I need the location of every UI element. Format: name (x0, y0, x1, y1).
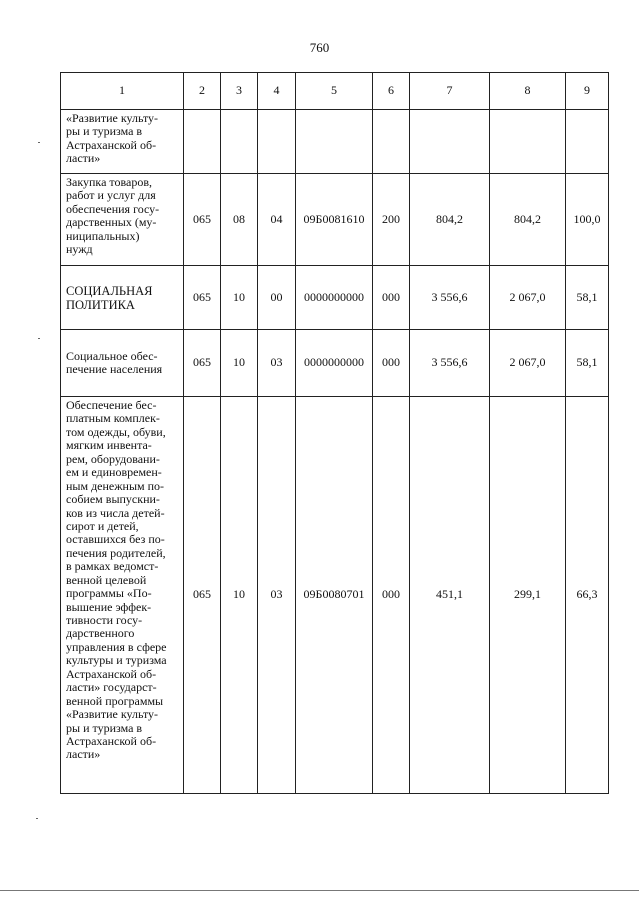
cell-plan: 804,2 (410, 174, 490, 266)
cell-actual: 2 067,0 (490, 330, 566, 397)
cell-plan (410, 110, 490, 174)
scan-speck (38, 338, 40, 339)
cell-section: 10 (221, 397, 258, 794)
header-cell: 1 (61, 73, 184, 110)
header-cell: 5 (296, 73, 373, 110)
cell-subsection (258, 110, 296, 174)
scan-edge-line (0, 890, 639, 891)
header-cell: 7 (410, 73, 490, 110)
cell-subsection: 00 (258, 266, 296, 330)
budget-table (60, 72, 609, 794)
cell-section (221, 110, 258, 174)
cell-code: 065 (184, 330, 221, 397)
table-row (61, 174, 609, 266)
cell-plan: 3 556,6 (410, 266, 490, 330)
header-cell: 4 (258, 73, 296, 110)
cell-code: 065 (184, 266, 221, 330)
cell-type: 200 (373, 174, 410, 266)
cell-code: 065 (184, 397, 221, 794)
cell-subsection: 03 (258, 330, 296, 397)
cell-percent: 58,1 (566, 266, 609, 330)
cell-actual (490, 110, 566, 174)
cell-actual: 299,1 (490, 397, 566, 794)
cell-target (296, 110, 373, 174)
cell-type (373, 110, 410, 174)
cell-code: 065 (184, 174, 221, 266)
table-row (61, 330, 609, 397)
cell-subsection: 03 (258, 397, 296, 794)
row-name: СОЦИАЛЬНАЯ ПОЛИТИКА (61, 266, 184, 330)
cell-target: 0000000000 (296, 330, 373, 397)
cell-section: 10 (221, 266, 258, 330)
row-name: «Развитие культу- ры и туризма в Астраханской об- ласти» (61, 110, 184, 174)
cell-percent: 66,3 (566, 397, 609, 794)
scan-speck (38, 142, 40, 143)
cell-target: 09Б0081610 (296, 174, 373, 266)
header-cell: 8 (490, 73, 566, 110)
cell-type: 000 (373, 266, 410, 330)
header-cell: 9 (566, 73, 609, 110)
cell-plan: 3 556,6 (410, 330, 490, 397)
cell-actual: 804,2 (490, 174, 566, 266)
header-cell: 2 (184, 73, 221, 110)
cell-plan: 451,1 (410, 397, 490, 794)
cell-percent: 100,0 (566, 174, 609, 266)
cell-subsection: 04 (258, 174, 296, 266)
cell-section: 10 (221, 330, 258, 397)
scan-speck (36, 818, 38, 819)
header-cell: 3 (221, 73, 258, 110)
page-number: 760 (309, 40, 330, 55)
cell-target: 09Б0080701 (296, 397, 373, 794)
row-name: Закупка товаров, работ и услуг для обеспечения госу- дарственных (му- ниципальных) нужд (61, 174, 184, 266)
cell-type: 000 (373, 330, 410, 397)
cell-type: 000 (373, 397, 410, 794)
row-name: Социальное обес- печение населения (61, 330, 184, 397)
cell-percent: 58,1 (566, 330, 609, 397)
table-row (61, 110, 609, 174)
cell-actual: 2 067,0 (490, 266, 566, 330)
cell-percent (566, 110, 609, 174)
cell-target: 0000000000 (296, 266, 373, 330)
cell-section: 08 (221, 174, 258, 266)
table-row (61, 397, 609, 794)
row-name: Обеспечение бес- платным комплек- том одежды, обуви, мягким инвента- рем, оборудовани- ем и единовремен- ным денежным по- собием выпускни- ков из числа детей- сирот и детей, оставшихся без по- печения родителей, в рамках ведомст- венной целевой программы «По- вышение эффек- тивности госу- дарственного управления в сфере культуры и туризма Астраханской об- ласти» государст- венной программы «Развитие культу- ры и туризма в Астраханской об- ласти» (61, 397, 184, 794)
table-header-row (61, 73, 609, 110)
header-cell: 6 (373, 73, 410, 110)
table-row (61, 266, 609, 330)
cell-code (184, 110, 221, 174)
